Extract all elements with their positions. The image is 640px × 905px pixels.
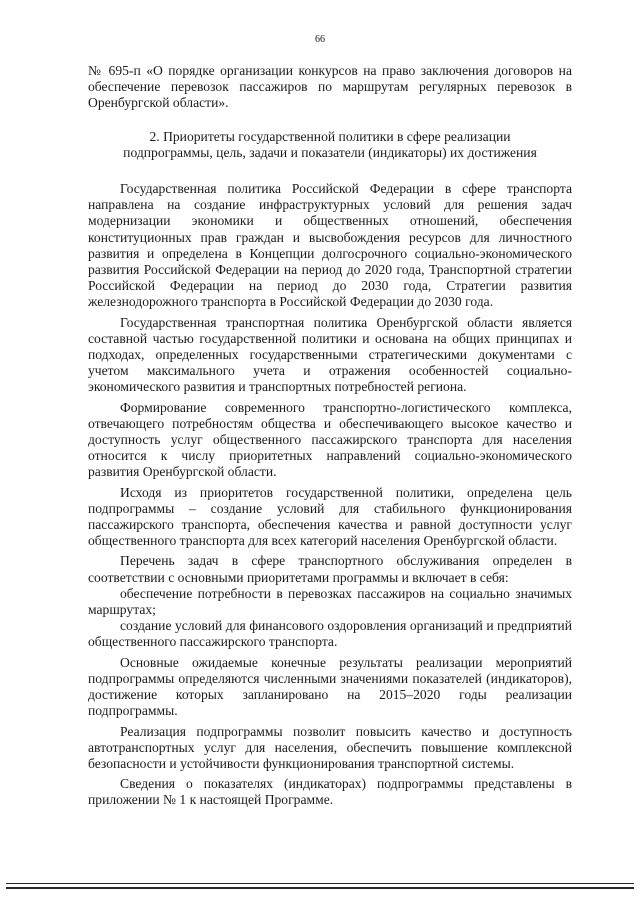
intro-paragraph: № 695-п «О порядке организации конкурсов на право заключения договоров на обеспечение перевозок пассажиров по маршрутам регулярных перевозок в Оренбургской области». (88, 63, 572, 111)
bottom-rule (6, 883, 634, 884)
section-heading-line-2: подпрограммы, цель, задачи и показатели (индикаторы) их достижения (123, 145, 537, 161)
section-heading (88, 129, 572, 161)
paragraph-subprogram-goal: Исходя из приоритетов государственной политики, определена цель подпрограммы – создание условий для стабильного функционирования пассажирского транспорта, обеспечения качества и равной доступности услуг общественного транспорта для всех категорий населения Оренбургской области. (88, 484, 572, 549)
section-heading-line-1: 2. Приоритеты государственной политики в сфере реализации (149, 129, 511, 144)
paragraph-expected-results: Основные ожидаемые конечные результаты реализации мероприятий подпрограммы определяются численными значениями показателей (индикаторов), достижение которых запланировано на 2015–2020 годы реализации подпрограммы. (88, 654, 572, 719)
paragraph-indicators-reference: Сведения о показателях (индикаторах) подпрограммы представлены в приложении № 1 к настоящей Программе. (88, 776, 572, 808)
paragraph-tasks-list-intro: Перечень задач в сфере транспортного обслуживания определен в соответствии с основными приоритетами программы и включает в себя: (88, 553, 572, 585)
bottom-rule-thick (6, 887, 634, 889)
list-item-task-1: обеспечение потребности в перевозках пассажиров на социально значимых маршрутах; (88, 585, 572, 618)
section-body (88, 181, 572, 809)
paragraph-regional-policy: Государственная транспортная политика Оренбургской области является составной частью государственной политики и основана на общих принципах и подходах, определенных государственными стратегическими документами с учетом максимального учета и отражения особенностей социально-экономического развития и транспортных потребностей региона. (88, 314, 572, 395)
paragraph-implementation-effect: Реализация подпрограммы позволит повысить качество и доступность автотранспортных услуг для населения, обеспечить повышение комплексной безопасности и устойчивости функционирования транспортной системы. (88, 723, 572, 771)
page-number: 66 (315, 34, 325, 45)
paragraph-transport-policy-rf: Государственная политика Российской Федерации в сфере транспорта направлена на создание инфраструктурных условий для решения задач модернизации экономики и общественных отношений, обеспечения конституционных прав граждан и высвобождения ресурсов для личностного развития и определена в Концепции долгосрочного социально-экономического развития Российской Федерации на период до 2020 года, Транспортной стратегии Российской Федерации на период до 2030 года, Стратегии развития железнодорожного транспорта в Российской Федерации до 2030 года. (88, 181, 572, 310)
list-item-task-2: создание условий для финансового оздоровления организаций и предприятий общественного пассажирского транспорта. (88, 618, 572, 650)
paragraph-logistics-complex: Формирование современного транспортно-логистического комплекса, отвечающего потребностям общества и обеспечивающего высокое качество и доступность услуг общественного пассажирского транспорта для населения относится к числу приоритетных направлений социально-экономического развития Оренбургской области. (88, 399, 572, 480)
